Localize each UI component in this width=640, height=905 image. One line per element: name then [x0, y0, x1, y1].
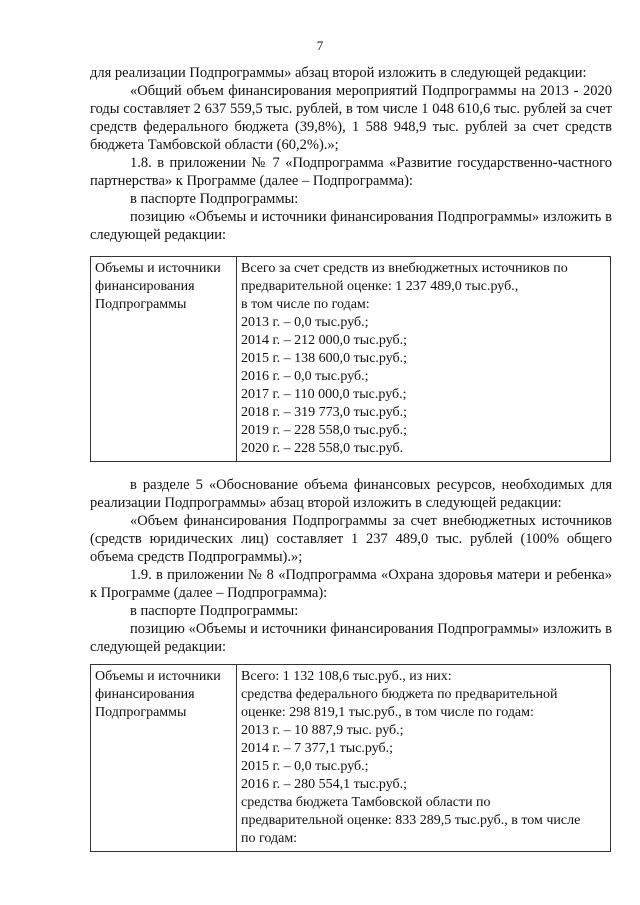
financing-table-1 — [90, 256, 611, 462]
table-1-year-line: 2017 г. – 110 000,0 тыс.руб.; — [241, 387, 407, 402]
intro-line: для реализации Подпрограммы» абзац второй изложить в следующей редакции: — [90, 65, 587, 81]
table-2-value-line: оценке: 298 819,1 тыс.руб., в том числе по годам: — [241, 705, 534, 720]
table-2-value-line: Всего: 1 132 108,6 тыс.руб., из них: — [241, 669, 452, 684]
table-1-year-line: 2020 г. – 228 558,0 тыс.руб. — [241, 441, 404, 456]
table-2-year-line: 2015 г. – 0,0 тыс.руб.; — [241, 759, 369, 774]
table-2-value-line: по годам: — [241, 831, 298, 846]
table-1-label-cell — [91, 257, 237, 462]
table-1-label-line: Объемы и источники — [95, 261, 221, 276]
table-2-label-line: финансирования — [95, 687, 195, 702]
table-1-year-line: 2018 г. – 319 773,0 тыс.руб.; — [241, 405, 408, 420]
table-1-value-cell — [237, 257, 611, 462]
item-1-8-passport: в паспорте Подпрограммы: — [130, 191, 299, 207]
table-2-value-line: средства бюджета Тамбовской области по — [241, 795, 491, 810]
intro-quote: «Общий объем финансирования мероприятий Подпрограммы на 2013 - 2020 годы составляет 2 637 559,5 тыс. рублей, в том числе 1 048 610,6 тыс. рублей за счет средств федерального бюджета (39,8%), 1 588 948,9 тыс. рублей за счет средств бюджета Тамбовской области (60,2%).»; — [90, 83, 612, 153]
table-2-year-line: 2016 г. – 280 554,1 тыс.руб.; — [241, 777, 408, 792]
table-1-value-line: в том числе по годам: — [241, 297, 370, 312]
table-2-label-line: Подпрограммы — [95, 705, 187, 720]
item-1-8-position: позицию «Объемы и источники финансирования Подпрограммы» изложить в следующей редакции: — [90, 209, 612, 243]
page-number: 7 — [316, 38, 324, 53]
item-1-9-passport: в паспорте Подпрограммы: — [130, 603, 299, 619]
table-1-year-line: 2019 г. – 228 558,0 тыс.руб.; — [241, 423, 408, 438]
table-1-year-line: 2014 г. – 212 000,0 тыс.руб.; — [241, 333, 408, 348]
table-2-value-line: предварительной оценке: 833 289,5 тыс.руб., в том числе — [241, 813, 581, 828]
table-2-label-cell — [91, 665, 237, 852]
financing-table-2 — [90, 664, 611, 852]
table-1-year-line: 2016 г. – 0,0 тыс.руб.; — [241, 369, 369, 384]
table-1-label-line: финансирования — [95, 279, 195, 294]
table-2-value-line: средства федерального бюджета по предварительной — [241, 687, 558, 702]
item-1-9-position: позицию «Объемы и источники финансирования Подпрограммы» изложить в следующей редакции: — [90, 621, 612, 655]
table-2-value-cell — [237, 665, 611, 852]
table-2-year-line: 2013 г. – 10 887,9 тыс. руб.; — [241, 723, 404, 738]
table-1-year-line: 2013 г. – 0,0 тыс.руб.; — [241, 315, 369, 330]
table-2-year-line: 2014 г. – 7 377,1 тыс.руб.; — [241, 741, 394, 756]
table-1-value-line: Всего за счет средств из внебюджетных источников по — [241, 261, 568, 276]
item-1-8-text: 1.8. в приложении № 7 «Подпрограмма «Развитие государственно-частного партнерства» к Программе (далее – Подпрограмма): — [90, 155, 612, 189]
table-2-label-line: Объемы и источники — [95, 669, 221, 684]
section-5-text: в разделе 5 «Обоснование объема финансовых ресурсов, необходимых для реализации Подпрограммы» абзац второй изложить в следующей редакции: — [90, 477, 612, 511]
table-1-year-line: 2015 г. – 138 600,0 тыс.руб.; — [241, 351, 408, 366]
table-1-label-line: Подпрограммы — [95, 297, 187, 312]
table-1-value-line: предварительной оценке: 1 237 489,0 тыс.руб., — [241, 279, 519, 294]
item-1-9-text: 1.9. в приложении № 8 «Подпрограмма «Охрана здоровья матери и ребенка» к Программе (далее – Подпрограмма): — [90, 567, 612, 601]
section-5-quote: «Объем финансирования Подпрограммы за счет внебюджетных источников (средств юридических лиц) составляет 1 237 489,0 тыс. рублей (100% общего объема средств Подпрограммы).»; — [90, 513, 612, 565]
